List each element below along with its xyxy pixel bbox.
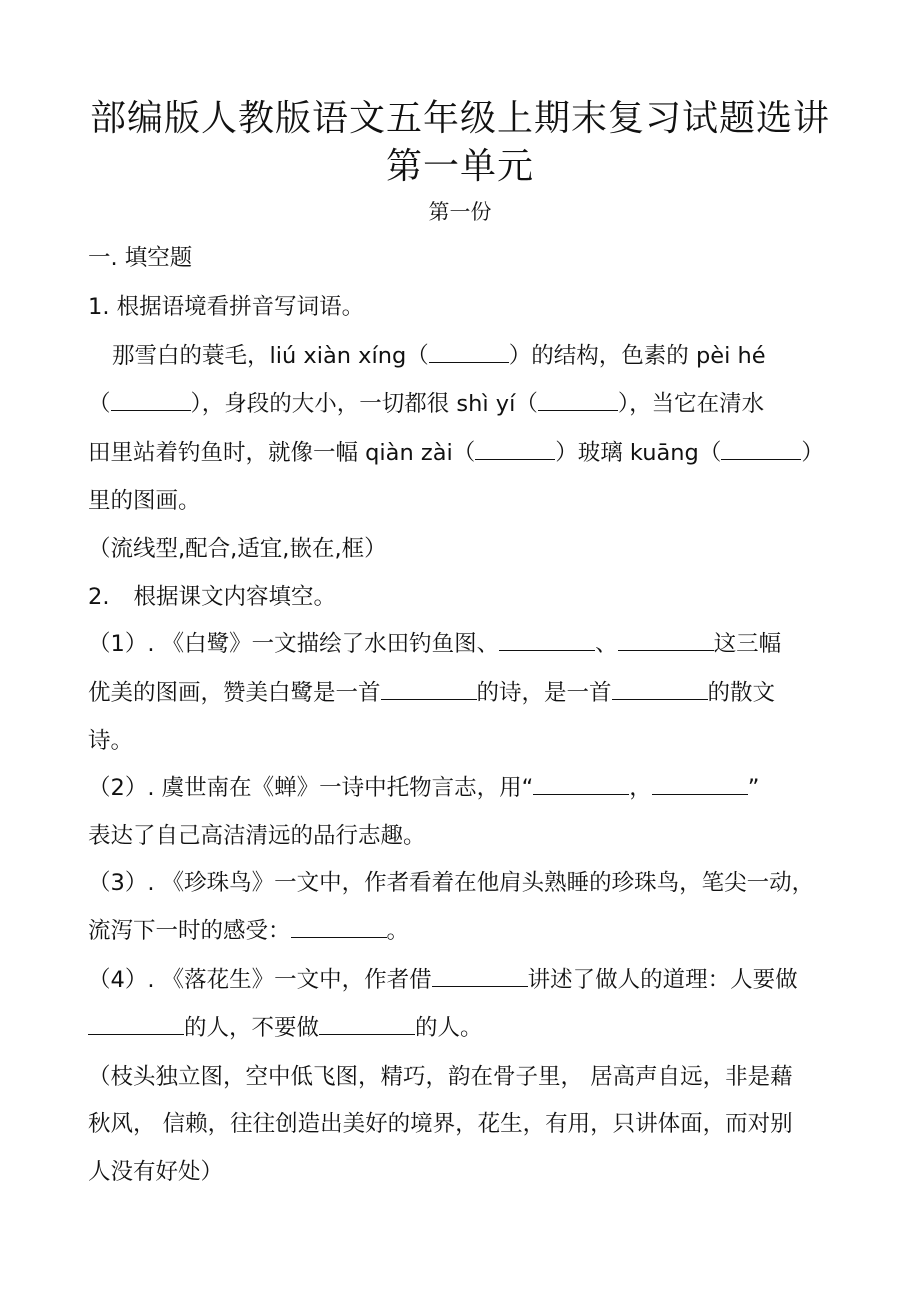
q2-text: 。 (386, 918, 410, 944)
answer-blank (319, 1012, 415, 1035)
q1-answers: （流线型,配合,适宜,嵌在,框） (88, 536, 387, 562)
document-title: 部编版人教版语文五年级上期末复习试题选讲 (89, 98, 830, 139)
answer-blank (381, 677, 477, 700)
answer-blank (533, 772, 629, 795)
answer-blank (111, 388, 191, 411)
q1-text: ），身段的大小，一切都很 shì yí（ (190, 391, 538, 417)
q1-text: ）的结构，色素的 pèi hé (508, 343, 766, 369)
q2-text: 这三幅 (713, 631, 782, 657)
unit-title: 第一单元 (385, 146, 534, 187)
q2-text: 流泻下一时的感受： (88, 918, 291, 944)
q2-answers-line-3: 人没有好处） (88, 1159, 224, 1185)
part-subtitle: 第一份 (428, 200, 492, 224)
q1-prompt: 1. 根据语境看拼音写词语。 (88, 294, 365, 320)
answer-blank (538, 388, 618, 411)
q2-part1-line-1 (88, 628, 848, 660)
q2-text: 讲述了做人的道理：人要做 (527, 967, 798, 993)
q2-text: 、 (595, 631, 618, 657)
section-heading: 一. 填空题 (88, 245, 193, 271)
q2-text: 的诗，是一首 (476, 680, 612, 706)
answer-blank (652, 772, 748, 795)
q2-text: 的人。 (415, 1015, 483, 1041)
q1-passage-line-1 (112, 340, 872, 372)
q2-part3-line-1: （3）. 《珍珠鸟》一文中，作者看着在他肩头熟睡的珍珠鸟，笔尖一动， (88, 870, 815, 896)
q1-passage-line-3 (88, 437, 848, 469)
q1-text: （ (88, 391, 111, 417)
q1-text: 那雪白的蓑毛，liú xiàn xíng（ (112, 343, 429, 369)
answer-blank (88, 1012, 184, 1035)
answer-blank (432, 964, 528, 987)
q2-text: 的人，不要做 (184, 1015, 320, 1041)
answer-blank (612, 677, 708, 700)
q2-text: （2）. 虞世南在《蝉》一诗中托物言志，用“ (88, 775, 534, 801)
answer-blank (291, 915, 387, 938)
q2-text: 的散文 (707, 680, 776, 706)
q2-prompt-text: 根据课文内容填空。 (133, 584, 336, 610)
q1-text: ），当它在清水 (617, 391, 765, 417)
q2-text: ， (629, 775, 652, 801)
q2-text: （4）. 《落花生》一文中，作者借 (88, 967, 432, 993)
q2-prompt (88, 581, 848, 613)
q2-text: 优美的图画，赞美白鹭是一首 (88, 680, 381, 706)
answer-blank (499, 628, 595, 651)
q1-passage-line-2 (88, 388, 848, 420)
q2-number: 2. (88, 584, 110, 610)
q2-part3-line-2 (88, 915, 848, 947)
q2-text: （1）. 《白鹭》一文描绘了水田钓鱼图、 (88, 631, 500, 657)
q2-part2-line-1 (88, 772, 848, 804)
q2-answers-line-1: （枝头独立图，空中低飞图，精巧，韵在骨子里， 居高声自远，非是藉 (88, 1064, 793, 1090)
q2-part4-line-1 (88, 964, 848, 996)
q2-part2-line-2: 表达了自己高洁清远的品行志趣。 (88, 823, 426, 849)
q1-text: ）玻璃 kuāng（ (555, 440, 722, 466)
q2-part4-line-2 (88, 1012, 848, 1044)
q2-answers-line-2: 秋风， 信赖，往往创造出美好的境界，花生，有用，只讲体面，而对别 (88, 1111, 793, 1137)
q1-text: ） (801, 440, 824, 466)
q2-part1-line-3: 诗。 (88, 728, 134, 754)
answer-blank (721, 437, 801, 460)
answer-blank (618, 628, 714, 651)
q1-passage-line-4: 里的图画。 (88, 488, 201, 514)
answer-blank (429, 340, 509, 363)
answer-blank (475, 437, 555, 460)
q2-text: ” (747, 775, 760, 801)
q1-text: 田里站着钓鱼时，就像一幅 qiàn zài（ (88, 440, 476, 466)
q2-part1-line-2 (88, 677, 848, 709)
